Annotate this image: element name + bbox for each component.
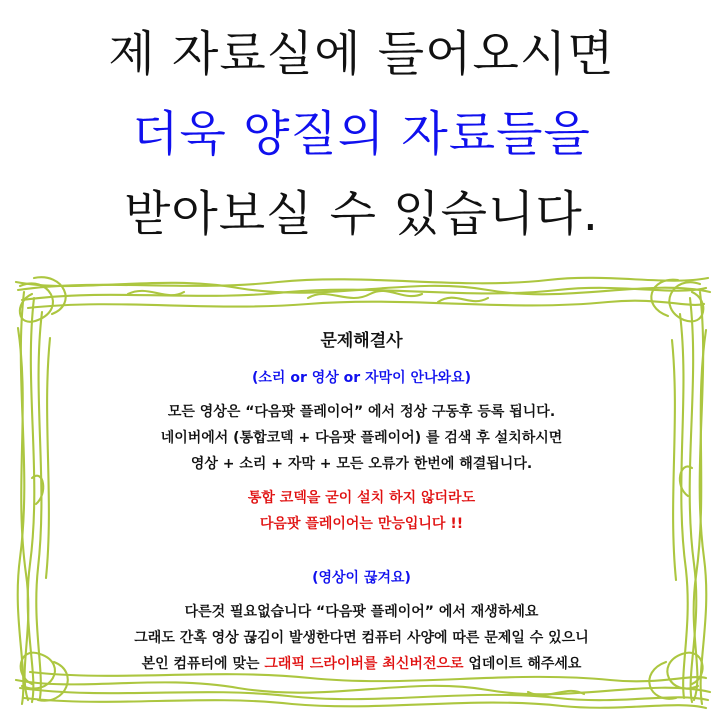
section-2-heading: (영상이 끊겨요) — [312, 570, 411, 586]
green-scribble-frame — [8, 268, 715, 712]
section-2-line-3 — [48, 651, 675, 677]
section-1-line-1: 모든 영상은 “다음팟 플레이어” 에서 정상 구동후 등록 됩니다. — [167, 404, 556, 420]
section-2-line-3-pre: 본인 컴퓨터에 맞는 — [141, 656, 265, 672]
section-1-line-3: 영상 + 소리 + 자막 + 모든 오류가 한번에 해결됩니다. — [190, 456, 533, 472]
section-2-line-3-red: 그래픽 드라이버를 최신버전으로 — [264, 656, 464, 672]
spacer — [48, 477, 675, 485]
section-1-heading: (소리 or 영상 or 자막이 안나와요) — [252, 370, 471, 386]
section-2-line-1: 다른것 필요없습니다 “다음팟 플레이어” 에서 재생하세요 — [184, 604, 539, 620]
section-2-line-3-post: 업데이트 해주세요 — [463, 656, 582, 672]
section-gap — [48, 537, 675, 567]
headline-line-1: 제 자료실에 들어오시면 — [108, 26, 615, 82]
section-2-line-2: 그래도 간혹 영상 끊김이 발생한다면 컴퓨터 사양에 따른 문제일 수 있으니 — [134, 630, 589, 646]
section-1-line-5: 다음팟 플레이어는 만능입니다 !! — [259, 516, 464, 532]
section-1-line-4: 통합 코덱을 굳이 설치 하지 않더라도 — [247, 490, 476, 506]
section-1-line-2: 네이버에서 (통합코덱 + 다음팟 플레이어) 를 검색 후 설치하시면 — [160, 430, 563, 446]
panel-content — [48, 326, 675, 677]
panel-title: 문제해결사 — [320, 331, 403, 351]
headline-block — [0, 14, 723, 254]
headline-line-3: 받아보실 수 있습니다. — [123, 186, 600, 242]
headline-line-2: 더욱 양질의 자료들을 — [132, 106, 591, 162]
